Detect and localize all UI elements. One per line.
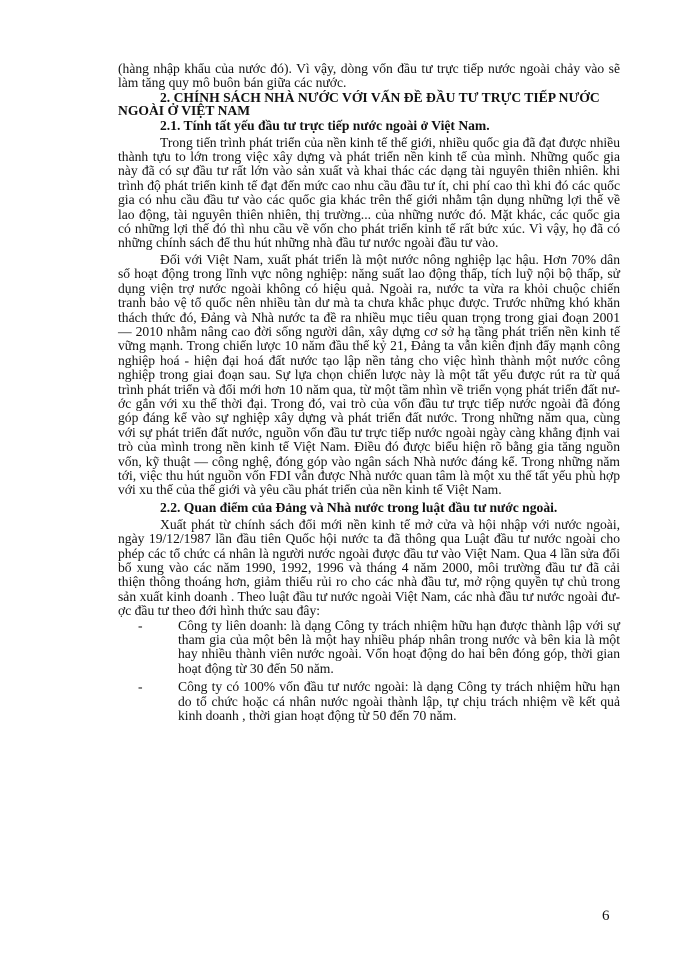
list-item	[138, 619, 620, 677]
body-paragraph-3: Xuất phát từ chính sách đổi mới nền kinh tế mở cửa và hội nhập với nước ngoài, ngày 19/12/1987 lần đầu tiên Quốc hội nước ta đã thông qua Luật đầu tư nước ngoài cho phép các tổ chức cá nhân là người nước ngoài được đầu tư vào Việt Nam. Qua 4 lần sửa đổi bổ xung vào các năm 1990, 1992, 1996 và tháng 4 năm 2000, môi trường đầu tư đã cải thiện thông thoáng hơn, giảm thiểu rủi ro cho các nhà đầu tư, mở rộng quyền tự chủ trong sản xuất kinh doanh . Theo luật đầu tư nước ngoài Việt Nam, các nhà đầu tư nước ngoài được đầu tư theo đới hình thức sau đây:	[118, 516, 620, 619]
subsection-heading-2-1: 2.1. Tính tất yếu đầu tư trực tiếp nước ngoài ở Việt Nam.	[160, 117, 490, 133]
page-number: 6	[602, 908, 610, 924]
intro-paragraph: (hàng nhập khẩu của nước đó). Vì vậy, dòng vốn đầu tư trực tiếp nước ngoài chảy vào sẽ làm tăng quy mô buôn bán giữa các nước.	[118, 61, 620, 91]
section-heading: 2. CHÍNH SÁCH NHÀ NƯỚC VỚI VẤN ĐỀ ĐẦU TƯ TRỰC TIẾP NƯỚC NGOÀI Ở VIỆT NAM	[118, 89, 600, 119]
body-paragraph-1: Trong tiến trình phát triển của nền kinh tế thế giới, nhiều quốc gia đã đạt được nhiều thành tựu to lớn trong việc xây dựng và phát triển nền kinh tế của mình. Những quốc gia này đã có sự đầu tư rất lớn vào sản xuất và khai thác các dạng tài nguyên thiên nhiên. khi trình độ phát triển kinh tế đạt đến mức cao nhu cầu đầu tư ít, chi phí cao thì khi đó các quốc gia có nhu cầu đầu tư vào các quốc gia khác trên thế giới nhằm tận dụng những lợi thế về lao động, tài nguyên thiên nhiên, thị trường... của những nước đó. Mặt khác, các quốc gia có những lợi thế đó thì nhu cầu về vốn cho phát triển kinh tế rất bức xúc. Vì vậy, họ đã có những chính sách để thu hút những nhà đầu tư nước ngoài đầu tư vào.	[118, 134, 620, 251]
list-item	[138, 680, 620, 723]
list-item-text: Công ty có 100% vốn đầu tư nước ngoài: là dạng Công ty trách nhiệm hữu hạn do tổ chức hoặc cá nhân nước ngoài thành lập, tự chịu trách nhiệm về kết quả kinh doanh , thời gian hoạt động từ 50 đến 70 năm.	[178, 679, 620, 724]
bullet-dash: -	[138, 679, 143, 695]
list-item-text: Công ty liên doanh: là dạng Công ty trách nhiệm hữu hạn được thành lập với sự tham gia của một bên là một hay nhiều pháp nhân trong nước và bên kia là một hay nhiều thành viên nước ngoài. Vốn hoạt động do hai bên đóng góp, thời gian hoạt động từ 30 đến 50 năm.	[178, 617, 620, 676]
bullet-dash: -	[138, 617, 143, 633]
investment-forms-list	[118, 619, 620, 724]
body-paragraph-2: Đối với Việt Nam, xuất phát triển là một nước nông nghiệp lạc hậu. Hơn 70% dân số hoạt động trong lĩnh vực nông nghiệp: năng suất lao động thấp, tích luỹ nội bộ thấp, sử dụng viện trợ nước ngoài không có hiệu quả. Ngoài ra, nước ta vừa ra khỏi chuộc chiến tranh bảo vệ tổ quốc nên nhiều tàn dư mà ta chưa khắc phục được. Trước những khó khăn thách thức đó, Đảng và Nhà nước ta đề ra nhiều mục tiêu quan trọng trong giai đoạn 2001 — 2010 nhằm nâng cao đời sống người dân, xây dựng cơ sở hạ tầng phát triển nền kinh tế vững mạnh. Trong chiến lược 10 năm đầu thế kỷ 21, Đảng ta vẫn kiên định đẩy mạnh công nghiệp hoá - hiện đại hoá đất nước tạo lập nền tảng cho việc hình thành một nước công nghiệp trong giai đoạn sau. Sự lựa chọn chiến lược này là một tất yếu được rút ra từ quá trình phát triển và đổi mới hơn 10 năm qua, từ một tầm nhìn về triển vọng phát triển đất nước gắn với xu thế thời đại. Trong đó, vai trò của vốn đầu tư trực tiếp nước ngoài đã đóng góp đáng kể vào sự nghiệp xây dựng và phát triển đất nước. Trong những năm qua, cùng với sự phát triển đất nước, nguồn vốn đầu tư trực tiếp nước ngoài ngày càng khẳng định vai trò của mình trong nền kinh tế Việt Nam. Điều đó được biểu hiện rõ bằng gia tăng nguồn vốn, kỹ thuật — công nghệ, đóng góp vào ngân sách Nhà nước đáng kể. Trong những năm tới, việc thu hút nguồn vốn FDI vẫn được Nhà nước quan tâm là một xu thế tất yếu phù hợp với xu thế của thế giới và yêu cầu phát triển của nền kinh tế Việt Nam.	[118, 251, 620, 498]
subsection-heading-2-2: 2.2. Quan điểm của Đảng và Nhà nước trong luật đầu tư nước ngoài.	[160, 499, 558, 515]
